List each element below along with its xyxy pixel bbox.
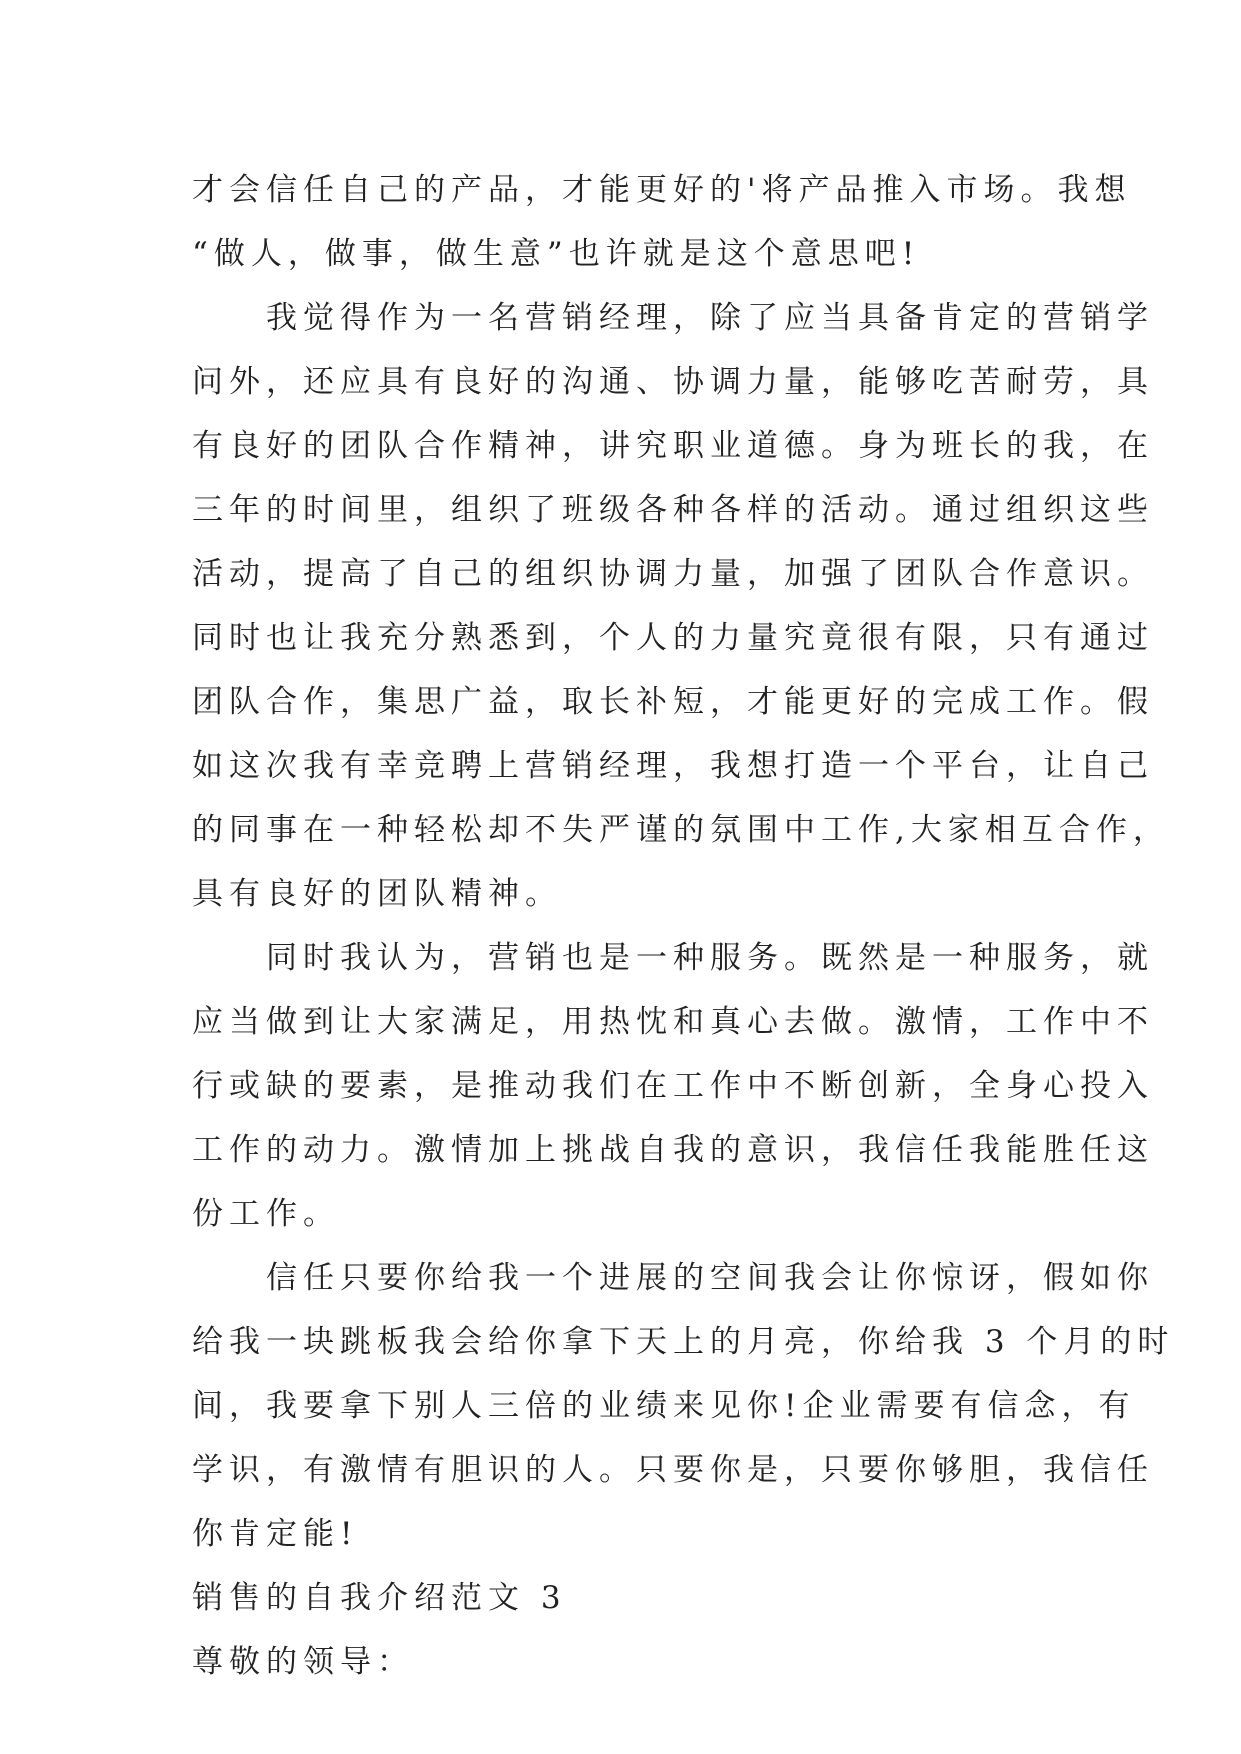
paragraph-start-line: 信任只要你给我一个进展的空间我会让你惊讶，假如你	[192, 1260, 1154, 1296]
text-line: 学识，有激情有胆识的人。只要你是，只要你够胆，我信任	[192, 1452, 1154, 1488]
text-line: 给我一块跳板我会给你拿下天上的月亮，你给我 3 个月的时	[192, 1324, 1175, 1360]
text-line: 团队合作，集思广益，取长补短，才能更好的完成工作。假	[192, 684, 1154, 720]
text-line: 间，我要拿下别人三倍的业绩来见你!企业需要有信念，有	[192, 1388, 1136, 1424]
paragraph-start-line: 我觉得作为一名营销经理，除了应当具备肯定的营销学	[192, 300, 1154, 336]
text-line: 三年的时间里，组织了班级各种各样的活动。通过组织这些	[192, 492, 1154, 528]
text-line: 你肯定能!	[192, 1516, 359, 1552]
text-line: 同时也让我充分熟悉到，个人的力量究竟很有限，只有通过	[192, 620, 1154, 656]
document-body	[192, 158, 1175, 1694]
text-line: 具有良好的团队精神。	[192, 876, 562, 912]
text-line: 的同事在一种轻松却不失严谨的氛围中工作,大家相互合作，	[192, 812, 1170, 848]
text-line: 活动，提高了自己的组织协调力量，加强了团队合作意识。	[192, 556, 1154, 592]
text-line: 问外，还应具有良好的沟通、协调力量，能够吃苦耐劳，具	[192, 364, 1154, 400]
text-line: 如这次我有幸竞聘上营销经理，我想打造一个平台，让自己	[192, 748, 1154, 784]
salutation-line: 尊敬的领导：	[192, 1644, 414, 1680]
text-line: 有良好的团队合作精神，讲究职业道德。身为班长的我，在	[192, 428, 1154, 464]
section-heading: 销售的自我介绍范文 3	[192, 1580, 567, 1616]
paragraph-start-line: 同时我认为，营销也是一种服务。既然是一种服务，就	[192, 940, 1154, 976]
text-line: 应当做到让大家满足，用热忱和真心去做。激情，工作中不	[192, 1004, 1154, 1040]
text-line: “做人，做事，做生意”也许就是这个意思吧!	[192, 236, 921, 272]
text-line: 工作的动力。激情加上挑战自我的意识，我信任我能胜任这	[192, 1132, 1154, 1168]
text-line: 份工作。	[192, 1196, 340, 1232]
text-line: 行或缺的要素，是推动我们在工作中不断创新，全身心投入	[192, 1068, 1154, 1104]
text-line: 才会信任自己的产品，才能更好的'将产品推入市场。我想	[192, 172, 1132, 208]
